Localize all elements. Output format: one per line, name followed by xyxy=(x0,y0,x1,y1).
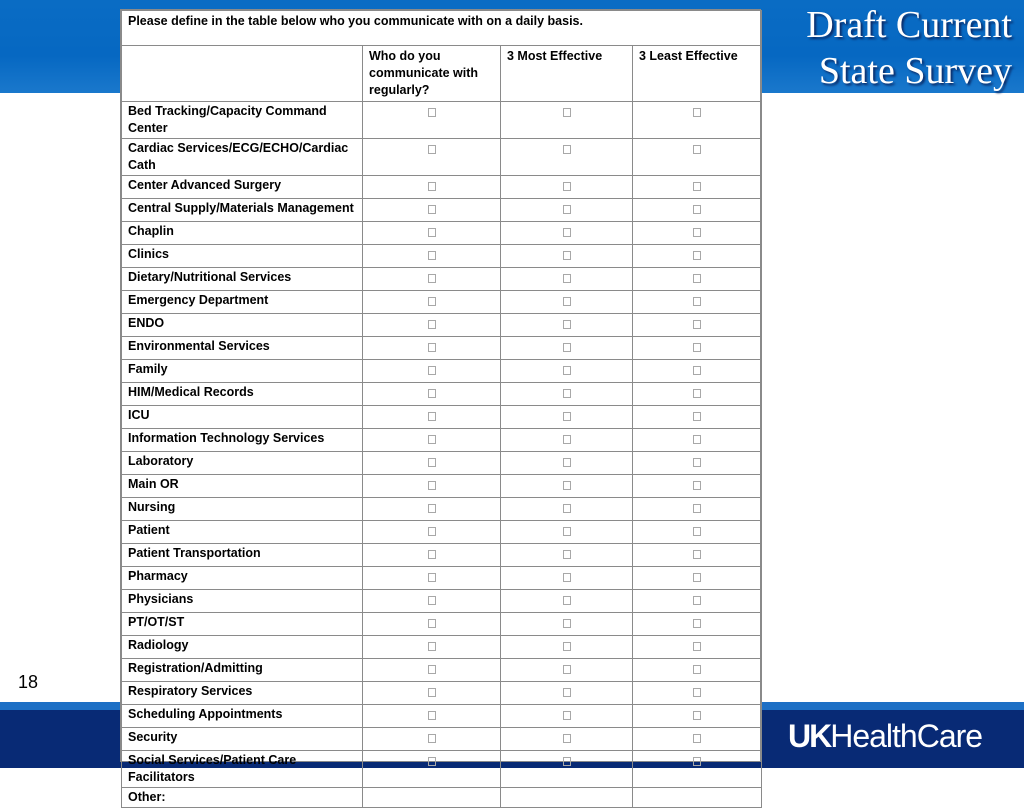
checkbox-communicate[interactable] xyxy=(428,527,436,536)
cell-least-effective xyxy=(633,636,762,659)
checkbox-communicate[interactable] xyxy=(428,665,436,674)
table-row xyxy=(122,544,762,567)
table-row xyxy=(122,659,762,682)
row-label: Laboratory xyxy=(122,452,363,475)
row-label: Central Supply/Materials Management xyxy=(122,199,363,222)
table-row xyxy=(122,613,762,636)
checkbox-communicate[interactable] xyxy=(428,389,436,398)
cell-communicate xyxy=(363,728,501,751)
cell-least-effective xyxy=(633,682,762,705)
table-row xyxy=(122,728,762,751)
table-row xyxy=(122,383,762,406)
cell-most-effective xyxy=(501,139,633,176)
checkbox-least-effective[interactable] xyxy=(693,642,701,651)
column-header-communicate: Who do you communicate with regularly? xyxy=(363,46,501,102)
checkbox-most-effective[interactable] xyxy=(563,642,571,651)
cell-most-effective xyxy=(501,544,633,567)
checkbox-least-effective[interactable] xyxy=(693,481,701,490)
table-row xyxy=(122,682,762,705)
cell-most-effective xyxy=(501,268,633,291)
table-row-other xyxy=(122,788,762,808)
row-label: Dietary/Nutritional Services xyxy=(122,268,363,291)
cell-least-effective xyxy=(633,452,762,475)
table-row xyxy=(122,521,762,544)
slide-title-line-2: State Survey xyxy=(818,50,1012,92)
row-label: Information Technology Services xyxy=(122,429,363,452)
checkbox-most-effective[interactable] xyxy=(563,274,571,283)
checkbox-communicate[interactable] xyxy=(428,412,436,421)
column-header-most-effective: 3 Most Effective xyxy=(501,46,633,102)
table-row xyxy=(122,337,762,360)
checkbox-least-effective[interactable] xyxy=(693,343,701,352)
checkbox-most-effective[interactable] xyxy=(563,458,571,467)
cell-communicate xyxy=(363,199,501,222)
row-label: Scheduling Appointments xyxy=(122,705,363,728)
checkbox-communicate[interactable] xyxy=(428,366,436,375)
row-label: Cardiac Services/ECG/ECHO/Cardiac Cath xyxy=(122,139,363,176)
checkbox-least-effective[interactable] xyxy=(693,757,701,766)
cell-communicate xyxy=(363,222,501,245)
checkbox-communicate[interactable] xyxy=(428,481,436,490)
cell-least-effective xyxy=(633,705,762,728)
cell-least-effective xyxy=(633,659,762,682)
survey-table xyxy=(121,10,762,808)
cell-least-effective xyxy=(633,102,762,139)
cell-communicate xyxy=(363,176,501,199)
cell-least-effective xyxy=(633,139,762,176)
table-row xyxy=(122,429,762,452)
cell-most-effective xyxy=(501,360,633,383)
cell-communicate xyxy=(363,659,501,682)
cell-communicate xyxy=(363,590,501,613)
cell-least-effective xyxy=(633,337,762,360)
cell-most-effective xyxy=(501,636,633,659)
checkbox-communicate[interactable] xyxy=(428,108,436,117)
checkbox-communicate[interactable] xyxy=(428,297,436,306)
checkbox-most-effective[interactable] xyxy=(563,205,571,214)
checkbox-least-effective[interactable] xyxy=(693,435,701,444)
checkbox-least-effective[interactable] xyxy=(693,205,701,214)
row-label: Patient Transportation xyxy=(122,544,363,567)
row-label: Emergency Department xyxy=(122,291,363,314)
checkbox-most-effective[interactable] xyxy=(563,504,571,513)
table-row xyxy=(122,360,762,383)
cell-least-effective xyxy=(633,314,762,337)
cell-most-effective xyxy=(501,751,633,788)
checkbox-communicate[interactable] xyxy=(428,228,436,237)
cell-least-effective xyxy=(633,291,762,314)
cell-most-effective xyxy=(501,245,633,268)
cell-least-effective xyxy=(633,222,762,245)
checkbox-communicate[interactable] xyxy=(428,688,436,697)
cell-least-effective xyxy=(633,383,762,406)
row-label: Clinics xyxy=(122,245,363,268)
checkbox-most-effective[interactable] xyxy=(563,228,571,237)
cell-least-effective xyxy=(633,268,762,291)
cell-communicate xyxy=(363,705,501,728)
table-row xyxy=(122,199,762,222)
row-label: Center Advanced Surgery xyxy=(122,176,363,199)
cell-communicate xyxy=(363,452,501,475)
checkbox-communicate[interactable] xyxy=(428,145,436,154)
slide-title xyxy=(782,2,1012,94)
cell-most-effective xyxy=(501,222,633,245)
row-label: Main OR xyxy=(122,475,363,498)
cell-least-effective xyxy=(633,176,762,199)
checkbox-least-effective[interactable] xyxy=(693,251,701,260)
cell-least-effective xyxy=(633,751,762,788)
cell-least-effective xyxy=(633,544,762,567)
table-row xyxy=(122,498,762,521)
cell-communicate xyxy=(363,682,501,705)
cell-least-effective xyxy=(633,567,762,590)
checkbox-most-effective[interactable] xyxy=(563,389,571,398)
header-row xyxy=(122,46,762,102)
row-label: ICU xyxy=(122,406,363,429)
row-label: Patient xyxy=(122,521,363,544)
checkbox-most-effective[interactable] xyxy=(563,596,571,605)
checkbox-most-effective[interactable] xyxy=(563,665,571,674)
checkbox-communicate[interactable] xyxy=(428,343,436,352)
table-row xyxy=(122,406,762,429)
table-row xyxy=(122,291,762,314)
cell-least-effective xyxy=(633,475,762,498)
checkbox-most-effective[interactable] xyxy=(563,757,571,766)
cell-communicate xyxy=(363,429,501,452)
cell-most-effective xyxy=(501,199,633,222)
table-row xyxy=(122,176,762,199)
checkbox-communicate[interactable] xyxy=(428,573,436,582)
row-label: Physicians xyxy=(122,590,363,613)
cell-least-effective xyxy=(633,613,762,636)
checkbox-least-effective[interactable] xyxy=(693,573,701,582)
cell-least-effective xyxy=(633,498,762,521)
cell-most-effective xyxy=(501,452,633,475)
checkbox-communicate[interactable] xyxy=(428,320,436,329)
row-label-other: Other: xyxy=(122,788,363,808)
checkbox-communicate[interactable] xyxy=(428,711,436,720)
checkbox-communicate[interactable] xyxy=(428,182,436,191)
checkbox-most-effective[interactable] xyxy=(563,435,571,444)
checkbox-most-effective[interactable] xyxy=(563,527,571,536)
checkbox-most-effective[interactable] xyxy=(563,343,571,352)
cell-least-effective xyxy=(633,199,762,222)
cell-least-effective xyxy=(633,728,762,751)
checkbox-most-effective[interactable] xyxy=(563,145,571,154)
checkbox-least-effective[interactable] xyxy=(693,734,701,743)
checkbox-most-effective[interactable] xyxy=(563,182,571,191)
other-blank-cell[interactable] xyxy=(501,788,633,808)
checkbox-most-effective[interactable] xyxy=(563,366,571,375)
checkbox-least-effective[interactable] xyxy=(693,527,701,536)
checkbox-least-effective[interactable] xyxy=(693,389,701,398)
row-label: Registration/Admitting xyxy=(122,659,363,682)
cell-communicate xyxy=(363,291,501,314)
cell-communicate xyxy=(363,245,501,268)
cell-most-effective xyxy=(501,337,633,360)
checkbox-communicate[interactable] xyxy=(428,251,436,260)
checkbox-least-effective[interactable] xyxy=(693,108,701,117)
checkbox-least-effective[interactable] xyxy=(693,182,701,191)
checkbox-communicate[interactable] xyxy=(428,504,436,513)
cell-most-effective xyxy=(501,102,633,139)
instruction-row xyxy=(122,11,762,46)
table-row xyxy=(122,314,762,337)
column-header-least-effective: 3 Least Effective xyxy=(633,46,762,102)
checkbox-least-effective[interactable] xyxy=(693,665,701,674)
cell-communicate xyxy=(363,567,501,590)
checkbox-least-effective[interactable] xyxy=(693,412,701,421)
checkbox-communicate[interactable] xyxy=(428,274,436,283)
checkbox-communicate[interactable] xyxy=(428,596,436,605)
cell-least-effective xyxy=(633,521,762,544)
row-label: Security xyxy=(122,728,363,751)
table-row xyxy=(122,452,762,475)
checkbox-least-effective[interactable] xyxy=(693,274,701,283)
table-row xyxy=(122,222,762,245)
row-label: Radiology xyxy=(122,636,363,659)
cell-most-effective xyxy=(501,659,633,682)
row-label: Bed Tracking/Capacity Command Center xyxy=(122,102,363,139)
checkbox-communicate[interactable] xyxy=(428,550,436,559)
checkbox-most-effective[interactable] xyxy=(563,320,571,329)
checkbox-least-effective[interactable] xyxy=(693,711,701,720)
cell-least-effective xyxy=(633,590,762,613)
checkbox-most-effective[interactable] xyxy=(563,734,571,743)
cell-least-effective xyxy=(633,406,762,429)
column-header-blank xyxy=(122,46,363,102)
slide-title-line-1: Draft Current xyxy=(806,4,1012,46)
checkbox-most-effective[interactable] xyxy=(563,481,571,490)
table-row xyxy=(122,139,762,176)
checkbox-communicate[interactable] xyxy=(428,734,436,743)
cell-communicate xyxy=(363,521,501,544)
ukhealthcare-logo xyxy=(788,716,998,756)
table-row xyxy=(122,751,762,788)
cell-least-effective xyxy=(633,360,762,383)
cell-most-effective xyxy=(501,429,633,452)
cell-least-effective xyxy=(633,429,762,452)
cell-communicate xyxy=(363,360,501,383)
checkbox-communicate[interactable] xyxy=(428,757,436,766)
cell-communicate xyxy=(363,337,501,360)
cell-most-effective xyxy=(501,291,633,314)
cell-communicate xyxy=(363,751,501,788)
checkbox-least-effective[interactable] xyxy=(693,504,701,513)
other-blank-cell[interactable] xyxy=(633,788,762,808)
survey-instruction: Please define in the table below who you communicate with on a daily basis. xyxy=(122,11,762,46)
cell-communicate xyxy=(363,383,501,406)
checkbox-least-effective[interactable] xyxy=(693,228,701,237)
checkbox-least-effective[interactable] xyxy=(693,145,701,154)
cell-communicate xyxy=(363,406,501,429)
logo-uk: UK xyxy=(788,718,831,754)
checkbox-least-effective[interactable] xyxy=(693,688,701,697)
cell-most-effective xyxy=(501,498,633,521)
other-blank-cell[interactable] xyxy=(363,788,501,808)
checkbox-most-effective[interactable] xyxy=(563,550,571,559)
cell-communicate xyxy=(363,314,501,337)
checkbox-most-effective[interactable] xyxy=(563,688,571,697)
cell-least-effective xyxy=(633,245,762,268)
cell-communicate xyxy=(363,498,501,521)
checkbox-least-effective[interactable] xyxy=(693,596,701,605)
checkbox-communicate[interactable] xyxy=(428,458,436,467)
checkbox-communicate[interactable] xyxy=(428,619,436,628)
cell-communicate xyxy=(363,636,501,659)
row-label: Nursing xyxy=(122,498,363,521)
cell-most-effective xyxy=(501,383,633,406)
cell-most-effective xyxy=(501,521,633,544)
checkbox-communicate[interactable] xyxy=(428,642,436,651)
table-row xyxy=(122,475,762,498)
checkbox-least-effective[interactable] xyxy=(693,366,701,375)
table-row xyxy=(122,268,762,291)
cell-communicate xyxy=(363,544,501,567)
checkbox-most-effective[interactable] xyxy=(563,251,571,260)
row-label: Social Services/Patient Care Facilitators xyxy=(122,751,363,788)
checkbox-least-effective[interactable] xyxy=(693,320,701,329)
checkbox-communicate[interactable] xyxy=(428,205,436,214)
cell-most-effective xyxy=(501,705,633,728)
logo-healthcare: HealthCare xyxy=(830,718,983,754)
cell-communicate xyxy=(363,139,501,176)
row-label: Environmental Services xyxy=(122,337,363,360)
table-row xyxy=(122,245,762,268)
checkbox-least-effective[interactable] xyxy=(693,619,701,628)
cell-most-effective xyxy=(501,475,633,498)
cell-most-effective xyxy=(501,590,633,613)
checkbox-most-effective[interactable] xyxy=(563,619,571,628)
cell-most-effective xyxy=(501,728,633,751)
checkbox-most-effective[interactable] xyxy=(563,108,571,117)
table-row xyxy=(122,636,762,659)
table-row xyxy=(122,102,762,139)
cell-communicate xyxy=(363,475,501,498)
cell-communicate xyxy=(363,268,501,291)
checkbox-least-effective[interactable] xyxy=(693,550,701,559)
checkbox-most-effective[interactable] xyxy=(563,573,571,582)
row-label: PT/OT/ST xyxy=(122,613,363,636)
checkbox-most-effective[interactable] xyxy=(563,711,571,720)
table-row xyxy=(122,705,762,728)
row-label: Pharmacy xyxy=(122,567,363,590)
cell-communicate xyxy=(363,102,501,139)
checkbox-most-effective[interactable] xyxy=(563,297,571,306)
row-label: HIM/Medical Records xyxy=(122,383,363,406)
row-label: ENDO xyxy=(122,314,363,337)
page-number: 18 xyxy=(18,672,39,692)
table-row xyxy=(122,567,762,590)
cell-most-effective xyxy=(501,567,633,590)
row-label: Respiratory Services xyxy=(122,682,363,705)
survey-table-container xyxy=(120,9,761,804)
row-label: Chaplin xyxy=(122,222,363,245)
checkbox-least-effective[interactable] xyxy=(693,458,701,467)
cell-most-effective xyxy=(501,406,633,429)
cell-most-effective xyxy=(501,682,633,705)
cell-communicate xyxy=(363,613,501,636)
cell-most-effective xyxy=(501,314,633,337)
checkbox-communicate[interactable] xyxy=(428,435,436,444)
checkbox-least-effective[interactable] xyxy=(693,297,701,306)
checkbox-most-effective[interactable] xyxy=(563,412,571,421)
cell-most-effective xyxy=(501,176,633,199)
cell-most-effective xyxy=(501,613,633,636)
row-label: Family xyxy=(122,360,363,383)
table-row xyxy=(122,590,762,613)
